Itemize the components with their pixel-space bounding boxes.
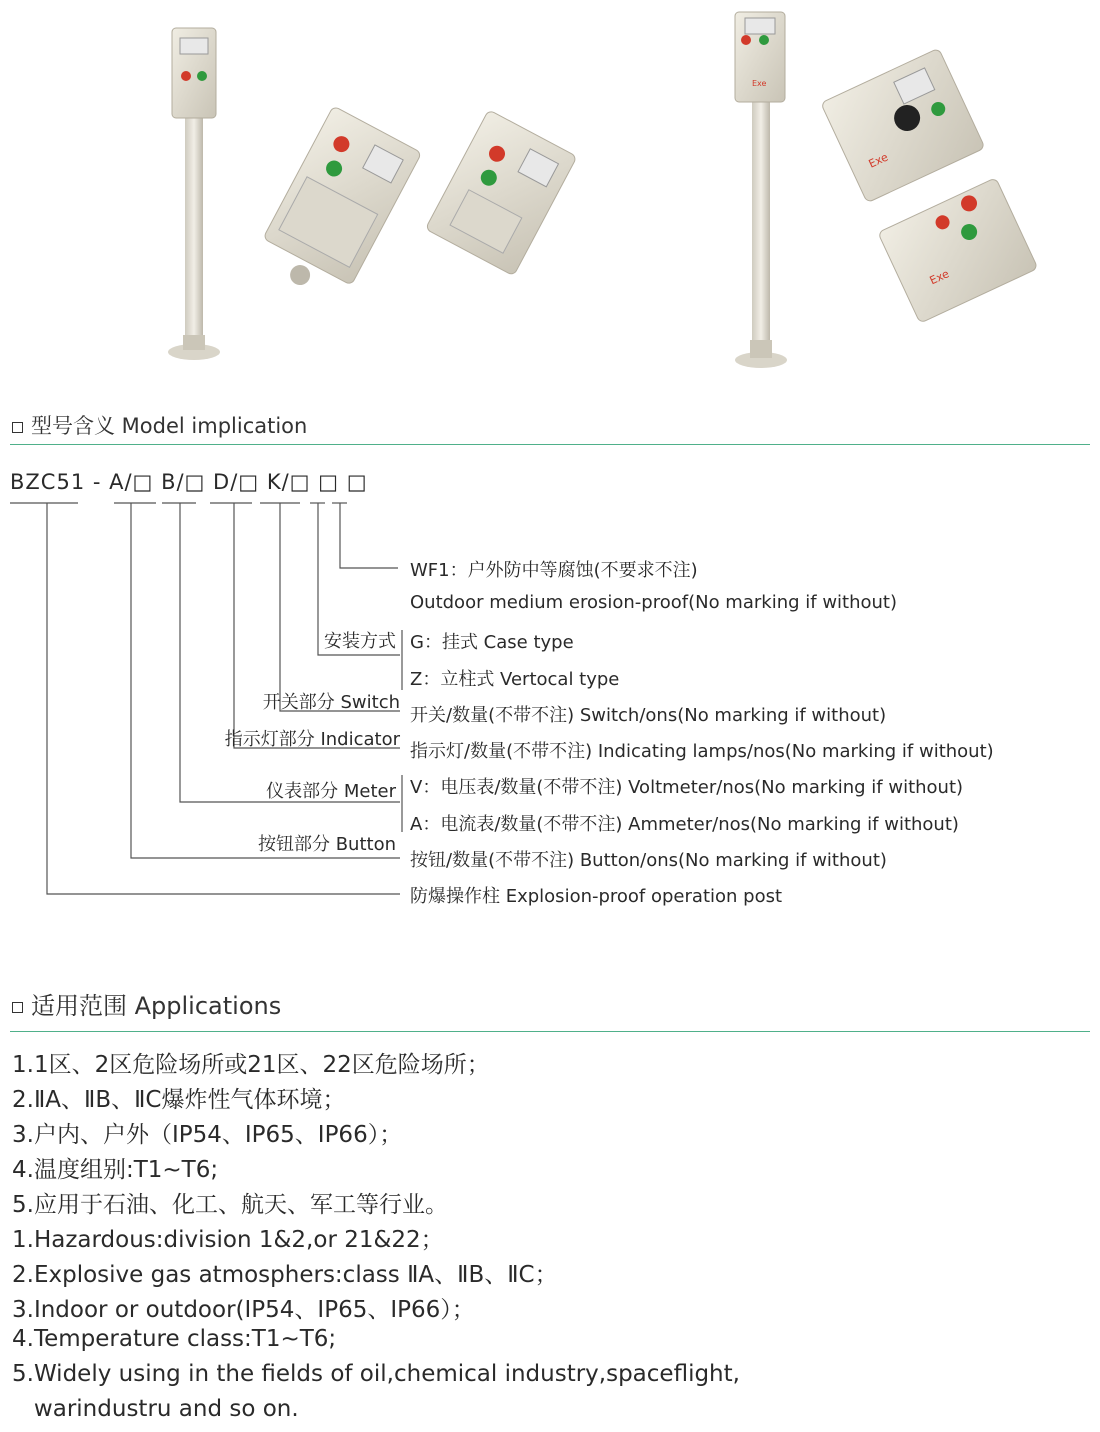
application-item: 2.ⅡA、ⅡB、ⅡC爆炸性气体环境； [12, 1087, 346, 1113]
application-item: 3.户内、户外（IP54、IP65、IP66）； [12, 1122, 403, 1148]
application-item: 1.1区、2区危险场所或21区、22区危险场所； [12, 1052, 490, 1078]
label-switch: 开关部分 Switch [262, 692, 400, 713]
model-section-title-text: 型号含义 Model implication [31, 414, 308, 438]
label-indicator: 指示灯部分 Indicator [224, 729, 400, 750]
label-meter: 仪表部分 Meter [266, 781, 396, 802]
application-item: 3.Indoor or outdoor(IP54、IP65、IP66）； [12, 1297, 475, 1323]
application-item: 4.Temperature class:T1~T6; [12, 1326, 337, 1352]
label-install-type: 安装方式 [324, 631, 396, 652]
desc-switch: 开关/数量(不带不注) Switch/ons(No marking if without) [410, 705, 887, 726]
desc-wf1: WF1：户外防中等腐蚀(不要求不注) [410, 560, 698, 581]
svg-text:Exe: Exe [752, 79, 767, 88]
desc-wf1-en: Outdoor medium erosion-proof(No marking if without) [410, 592, 898, 613]
square-bullet-icon [12, 1002, 23, 1013]
svg-text:Exe: Exe [866, 150, 891, 171]
desc-voltmeter: V：电压表/数量(不带不注) Voltmeter/nos(No marking if without) [410, 777, 964, 798]
application-item: 1.Hazardous:division 1&2,or 21&22； [12, 1227, 444, 1253]
desc-button: 按钮/数量(不带不注) Button/ons(No marking if without) [410, 850, 887, 871]
application-item: 4.温度组别:T1~T6; [12, 1157, 219, 1183]
applications-section-title [12, 986, 281, 1021]
application-item: 5.Widely using in the fields of oil,chemical industry,spaceflight, [12, 1361, 740, 1387]
applications-section-title-text: 适用范围 Applications [31, 992, 282, 1020]
application-item: 2.Explosive gas atmosphers:class ⅡA、ⅡB、ⅡC； [12, 1262, 558, 1288]
section-divider [10, 1031, 1090, 1032]
desc-vertical-type: Z：立柱式 Vertocal type [410, 669, 620, 690]
desc-ammeter: A：电流表/数量(不带不注) Ammeter/nos(No marking if without) [410, 814, 959, 835]
desc-case-type: G：挂式 Case type [410, 632, 574, 653]
desc-post: 防爆操作柱 Explosion-proof operation post [410, 886, 783, 907]
model-code: BZC51 - A/□ B/□ D/□ K/□ □ □ [10, 470, 368, 494]
label-button: 按钮部分 Button [257, 834, 396, 855]
svg-text:Exe: Exe [927, 267, 952, 288]
application-item: 5.应用于石油、化工、航天、军工等行业。 [12, 1192, 448, 1218]
desc-indicator: 指示灯/数量(不带不注) Indicating lamps/nos(No marking if without) [410, 741, 994, 762]
application-item: warindustru and so on. [12, 1396, 299, 1422]
